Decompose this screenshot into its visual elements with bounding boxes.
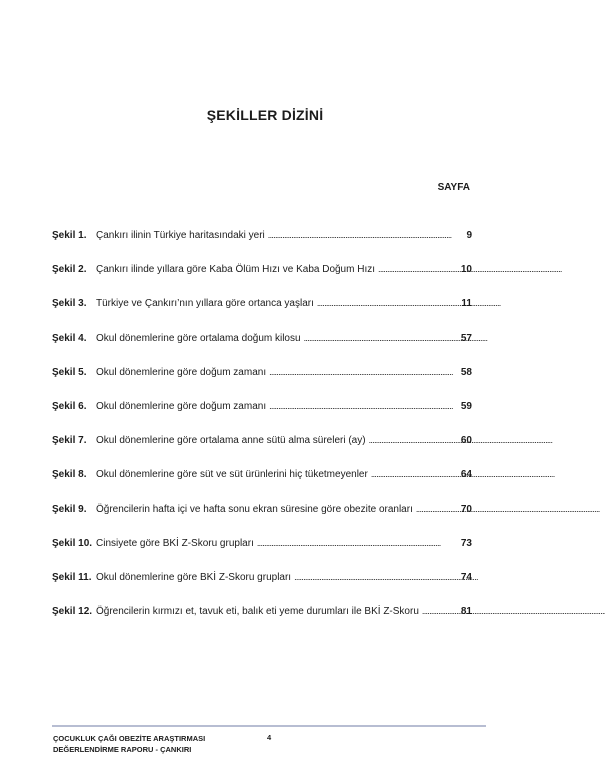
figure-page-number: 58: [460, 366, 472, 378]
dot-leader: [317, 286, 447, 321]
dot-leader: [422, 594, 447, 629]
page-column-label: SAYFA: [437, 182, 470, 193]
list-item[interactable]: [52, 286, 472, 320]
figure-label: Şekil 12.: [52, 606, 93, 618]
figure-title: Çankırı ilinde yıllara göre Kaba Ölüm Hızı ve Kaba Doğum Hızı: [96, 264, 376, 276]
figure-page-number: 10: [460, 264, 472, 276]
figure-label: Şekil 11.: [52, 571, 92, 583]
figure-label: Şekil 4.: [52, 332, 87, 344]
figure-index-list: [52, 218, 472, 628]
figure-label: Şekil 8.: [52, 469, 87, 481]
dot-leader: [416, 492, 447, 527]
figure-title: Okul dönemlerine göre ortalama anne sütü alma süreleri (ay): [96, 435, 366, 447]
list-item[interactable]: [52, 594, 472, 628]
list-item[interactable]: [52, 218, 472, 252]
figure-page-number: 73: [460, 537, 472, 549]
footer-report-title: [53, 733, 205, 755]
figure-title: Okul dönemlerine göre BKİ Z-Skoru grupları: [96, 571, 292, 583]
figure-label: Şekil 5.: [52, 366, 87, 378]
figure-label: Şekil 2.: [52, 264, 87, 276]
footer-line-2: DEĞERLENDİRME RAPORU - ÇANKIRI: [53, 745, 192, 754]
dot-leader: [269, 355, 447, 390]
list-item[interactable]: [52, 560, 472, 594]
list-item[interactable]: [52, 457, 472, 491]
footer-line-1: ÇOCUKLUK ÇAĞI OBEZİTE ARAŞTIRMASI: [53, 734, 206, 743]
figure-page-number: 9: [466, 230, 472, 241]
figure-label: Şekil 3.: [52, 298, 87, 310]
figure-label: Şekil 7.: [52, 435, 87, 447]
figure-label: Şekil 1.: [52, 230, 87, 241]
figure-title: Cinsiyete göre BKİ Z-Skoru grupları: [96, 537, 254, 549]
figure-page-number: 64: [460, 469, 472, 481]
dot-leader: [369, 423, 447, 458]
figure-title: Öğrencilerin kırmızı et, tavuk eti, balık eti yeme durumları ile BKİ Z-Skoru: [96, 606, 419, 618]
figure-page-number: 59: [460, 400, 472, 412]
list-item[interactable]: [52, 321, 472, 355]
figure-title: Okul dönemlerine göre doğum zamanı: [96, 400, 267, 412]
dot-leader: [269, 389, 447, 424]
figure-title: Okul dönemlerine göre süt ve süt ürünlerini hiç tüketmeyenler: [96, 469, 368, 481]
list-item[interactable]: [52, 355, 472, 389]
list-item[interactable]: [52, 389, 472, 423]
list-item[interactable]: [52, 252, 472, 286]
figure-title: Öğrencilerin hafta içi ve hafta sonu ekran süresine göre obezite oranları: [96, 503, 413, 515]
footer-divider: [52, 725, 486, 727]
figure-page-number: 81: [460, 606, 472, 618]
list-item[interactable]: [52, 526, 472, 560]
list-item[interactable]: [52, 492, 472, 526]
dot-leader: [378, 252, 447, 287]
dot-leader: [304, 321, 447, 356]
figure-page-number: 60: [460, 435, 472, 447]
dot-leader: [371, 457, 447, 492]
figure-page-number: 11: [461, 298, 472, 310]
dot-leader: [257, 526, 447, 561]
figure-title: Türkiye ve Çankırı’nın yıllara göre ortanca yaşları: [96, 298, 314, 310]
figure-title: Okul dönemlerine göre doğum zamanı: [96, 366, 267, 378]
figure-title: Çankırı ilinin Türkiye haritasındaki yeri: [96, 230, 265, 241]
figure-page-number: 74: [460, 571, 472, 583]
figure-label: Şekil 6.: [52, 400, 87, 412]
page-title: ŞEKİLLER DİZİNİ: [206, 107, 324, 123]
figure-page-number: 70: [460, 503, 472, 515]
figure-label: Şekil 10.: [52, 537, 93, 549]
list-item[interactable]: [52, 423, 472, 457]
dot-leader: [294, 560, 447, 595]
figure-page-number: 57: [460, 332, 472, 344]
figure-title: Okul dönemlerine göre ortalama doğum kilosu: [96, 332, 301, 344]
figure-label: Şekil 9.: [52, 503, 87, 515]
dot-leader: [268, 218, 447, 253]
footer-page-number: 4: [267, 733, 272, 742]
